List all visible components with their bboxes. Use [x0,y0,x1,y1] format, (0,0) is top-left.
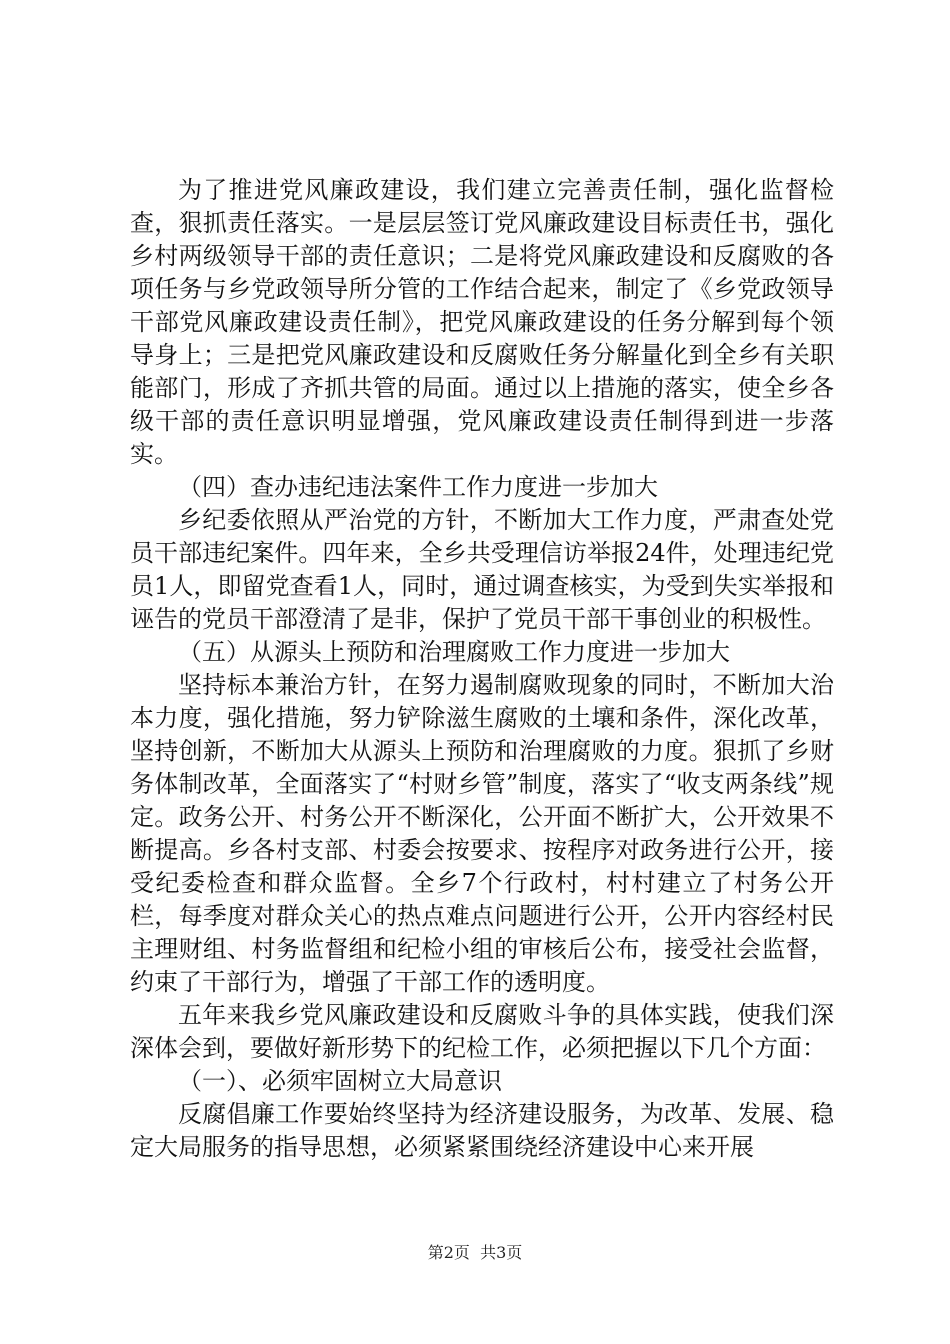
document-body [130,174,834,1164]
section-heading-four: （四）查办违纪违法案件工作力度进一步加大 [178,473,658,501]
paragraph-responsibility-system: 为了推进党风廉政建设，我们建立完善责任制，强化监督检查，狠抓责任落实。一是层层签订党风廉政建设目标责任书，强化乡村两级领导干部的责任意识；二是将党风廉政建设和反腐败的各项任务与乡党政领导所分管的工作结合起来，制定了《乡党政领导干部党风廉政建设责任制》，把党风廉政建设的任务分解到每个领导身上；三是把党风廉政建设和反腐败任务分解量化到全乡有关职能部门，形成了齐抓共管的局面。通过以上措施的落实，使全乡各级干部的责任意识明显增强，党风廉政建设责任制得到进一步落实。 [130,176,834,468]
paragraph-experience-intro: 五年来我乡党风廉政建设和反腐败斗争的具体实践，使我们深深体会到，要做好新形势下的纪检工作，必须把握以下几个方面： [130,1001,834,1062]
section-heading-one: （一）、必须牢固树立大局意识 [178,1067,502,1095]
page-footer [0,1243,950,1263]
page-number-current: 第2页 [427,1243,470,1262]
section-heading-five: （五）从源头上预防和治理腐败工作力度进一步加大 [178,638,730,666]
page-number-total: 共3页 [480,1243,523,1262]
page-number-separator [470,1243,480,1262]
paragraph-overall-awareness: 反腐倡廉工作要始终坚持为经济建设服务，为改革、发展、稳定大局服务的指导思想，必须紧紧围绕经济建设中心来开展 [130,1100,834,1161]
paragraph-source-prevention: 坚持标本兼治方针，在努力遏制腐败现象的同时，不断加大治本力度，强化措施，努力铲除滋生腐败的土壤和条件，深化改革，坚持创新，不断加大从源头上预防和治理腐败的力度。狠抓了乡财务体制改革，全面落实了“村财乡管”制度，落实了“收支两条线”规定。政务公开、村务公开不断深化，公开面不断扩大，公开效果不断提高。乡各村支部、村委会按要求、按程序对政务进行公开，接受纪委检查和群众监督。全乡7个行政村，村村建立了村务公开栏，每季度对群众关心的热点难点问题进行公开，公开内容经村民主理财组、村务监督组和纪检小组的审核后公布，接受社会监督，约束了干部行为，增强了干部工作的透明度。 [130,671,834,996]
paragraph-case-handling: 乡纪委依照从严治党的方针，不断加大工作力度，严肃查处党员干部违纪案件。四年来，全乡共受理信访举报24件，处理违纪党员1人，即留党查看1人，同时，通过调查核实，为受到失实举报和诬告的党员干部澄清了是非，保护了党员干部干事创业的积极性。 [130,506,834,633]
